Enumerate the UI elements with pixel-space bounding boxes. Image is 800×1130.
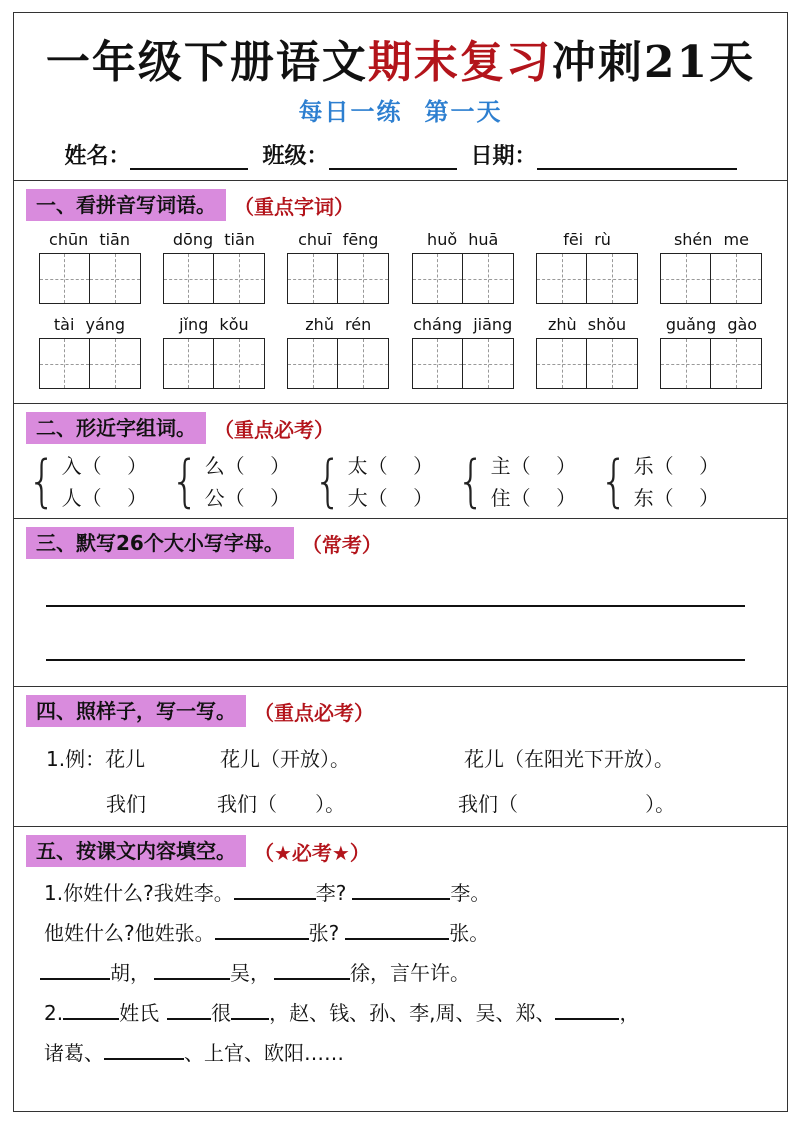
pinyin-item: [536, 314, 639, 389]
fill-text: 吴，: [230, 961, 270, 985]
pinyin-item: [536, 229, 639, 304]
fill-text: 张。: [449, 921, 490, 945]
section-alphabet: [14, 519, 787, 687]
tianzige-box[interactable]: [463, 253, 514, 304]
pinyin-text: tài yáng: [53, 315, 126, 334]
pinyin-text: zhù shǒu: [547, 315, 627, 334]
fill-text: 李?: [315, 881, 347, 905]
section-tag: 五、按课文内容填空。: [26, 835, 246, 867]
writing-grid: [660, 253, 762, 304]
name-field[interactable]: [130, 146, 248, 170]
pinyin-item: [660, 314, 763, 389]
tianzige-box[interactable]: [536, 338, 587, 389]
fill-blank[interactable]: [555, 998, 619, 1020]
writing-line[interactable]: [46, 605, 745, 607]
fill-blank[interactable]: [274, 958, 350, 980]
fill-text: 诸葛、: [44, 1041, 104, 1065]
fill-blank[interactable]: [154, 958, 230, 980]
pinyin-item: [660, 229, 763, 304]
subtitle-day: 第一天: [424, 98, 503, 126]
char-word-blank[interactable]: 乐（ ）: [633, 454, 720, 478]
subtitle-daily: 每日一练: [298, 98, 403, 126]
char-word-blank[interactable]: 公（ ）: [204, 486, 291, 510]
writing-grid: [39, 253, 141, 304]
student-info-row: [14, 139, 787, 170]
pinyin-text: guǎng gào: [665, 315, 758, 334]
pinyin-text: chuī fēng: [298, 230, 379, 249]
char-pair: [167, 450, 310, 514]
writing-grid: [536, 338, 638, 389]
pinyin-text: fēi rù: [563, 230, 611, 249]
title-part-sprint: 冲刺21天: [551, 37, 756, 88]
fill-blank[interactable]: [352, 878, 450, 900]
exercise-blank-long[interactable]: 我们（ ）。: [458, 792, 676, 816]
tianzige-box[interactable]: [39, 253, 90, 304]
brace-icon: {: [170, 449, 200, 514]
char-word-blank[interactable]: 主（ ）: [490, 454, 577, 478]
fill-text: 2.: [44, 1001, 64, 1025]
section-note: （重点必考）: [254, 700, 374, 725]
fill-blank[interactable]: [234, 878, 316, 900]
pinyin-item: [411, 229, 514, 304]
tianzige-box[interactable]: [39, 338, 90, 389]
section-note: （重点字词）: [234, 194, 354, 219]
char-pairs: [14, 450, 787, 514]
fill-text: 1.你姓什么?我姓李。: [44, 881, 234, 905]
writing-grid: [287, 253, 389, 304]
tianzige-box[interactable]: [214, 253, 265, 304]
fill-line: [14, 1033, 787, 1073]
date-label: 日期：: [470, 144, 537, 169]
pinyin-item: [162, 314, 265, 389]
writing-line[interactable]: [46, 659, 745, 661]
title-part-grade: 一年级下册语文: [45, 37, 368, 88]
page-title: [14, 13, 787, 91]
tianzige-box[interactable]: [287, 253, 338, 304]
example-expanded-long: 花儿（在阳光下开放）。: [464, 747, 674, 771]
char-word-blank[interactable]: 东（ ）: [633, 486, 720, 510]
char-word-blank[interactable]: 么（ ）: [204, 454, 291, 478]
fill-text: ，赵、钱、孙、李,周、吴、郑、: [269, 1001, 556, 1025]
section-pinyin-words: [14, 181, 787, 404]
pinyin-item: [162, 229, 265, 304]
fill-text: 张?: [308, 921, 340, 945]
fill-line: [14, 873, 787, 913]
fill-blank[interactable]: [63, 998, 119, 1020]
fill-text: 姓氏: [119, 1001, 160, 1025]
brace-icon: {: [27, 449, 57, 514]
fill-text: 他姓什么?他姓张。: [44, 921, 215, 945]
writing-grid: [660, 338, 762, 389]
tianzige-box[interactable]: [587, 338, 638, 389]
pinyin-text: shén me: [673, 230, 749, 249]
pinyin-item: [38, 314, 141, 389]
tianzige-box[interactable]: [338, 253, 389, 304]
tianzige-box[interactable]: [660, 338, 711, 389]
char-pair: [24, 450, 167, 514]
pinyin-text: cháng jiāng: [413, 315, 513, 334]
title-part-review: 期末复习: [367, 37, 552, 88]
tianzige-box[interactable]: [711, 253, 762, 304]
brace-icon: {: [456, 449, 486, 514]
tianzige-box[interactable]: [463, 338, 514, 389]
fill-text: 、上官、欧阳……: [184, 1041, 344, 1065]
char-pair: [596, 450, 739, 514]
tianzige-box[interactable]: [90, 338, 141, 389]
section-tag: 四、照样子，写一写。: [26, 695, 246, 727]
char-pair: [310, 450, 453, 514]
section-sentence-pattern: [14, 687, 787, 827]
fill-blank[interactable]: [167, 998, 211, 1020]
fill-blank[interactable]: [40, 958, 110, 980]
section-note: （常考）: [301, 532, 382, 557]
class-field[interactable]: [329, 146, 457, 170]
section-note: （重点必考）: [214, 417, 334, 442]
writing-grid: [287, 338, 389, 389]
fill-line: [14, 953, 787, 993]
pinyin-text: huǒ huā: [427, 230, 499, 249]
fill-blank[interactable]: [104, 1038, 184, 1060]
fill-text: ，: [619, 1001, 640, 1025]
pinyin-item: [287, 314, 390, 389]
pinyin-item: [411, 314, 514, 389]
writing-grid: [39, 338, 141, 389]
pinyin-item: [38, 229, 141, 304]
tianzige-box[interactable]: [536, 253, 587, 304]
fill-text: 徐，言午许。: [350, 961, 470, 985]
section-tag: 一、看拼音写词语。: [26, 189, 226, 221]
tianzige-box[interactable]: [214, 338, 265, 389]
tianzige-box[interactable]: [412, 338, 463, 389]
fill-blank[interactable]: [231, 998, 269, 1020]
section-fill-in: [14, 827, 787, 1073]
fill-blank[interactable]: [345, 918, 449, 940]
brace-icon: {: [313, 449, 343, 514]
pinyin-text: dōng tiān: [172, 230, 255, 249]
pinyin-row: [14, 314, 787, 389]
worksheet-header: [14, 13, 787, 181]
pinyin-row: [14, 229, 787, 304]
tianzige-box[interactable]: [587, 253, 638, 304]
pinyin-text: zhǔ rén: [305, 315, 372, 334]
exercise-blank-short[interactable]: 我们（ ）。: [217, 792, 346, 816]
char-word-blank[interactable]: 入（ ）: [61, 454, 148, 478]
tianzige-box[interactable]: [660, 253, 711, 304]
char-word-blank[interactable]: 大（ ）: [347, 486, 434, 510]
section-tag: 二、形近字组词。: [26, 412, 206, 444]
example-expanded: 花儿（开放）。: [220, 747, 350, 771]
class-label: 班级：: [262, 144, 329, 169]
tianzige-box[interactable]: [163, 338, 214, 389]
exercise-word: 我们: [106, 792, 146, 816]
brace-icon: {: [599, 449, 629, 514]
char-word-blank[interactable]: 人（ ）: [61, 486, 148, 510]
section-note: （★必考★）: [254, 840, 370, 865]
tianzige-box[interactable]: [711, 338, 762, 389]
fill-blank[interactable]: [215, 918, 309, 940]
fill-line: [14, 913, 787, 953]
writing-grid: [163, 253, 265, 304]
writing-grid: [412, 253, 514, 304]
char-word-blank[interactable]: 太（ ）: [347, 454, 434, 478]
pinyin-text: jǐng kǒu: [179, 315, 249, 334]
writing-grid: [163, 338, 265, 389]
date-field[interactable]: [537, 146, 737, 170]
example-word: 1.例：花儿: [46, 747, 146, 771]
fill-text: 很: [211, 1001, 232, 1025]
writing-grid: [412, 338, 514, 389]
tianzige-box[interactable]: [412, 253, 463, 304]
section-similar-chars: [14, 404, 787, 519]
tianzige-box[interactable]: [163, 253, 214, 304]
pinyin-text: chūn tiān: [49, 230, 130, 249]
page-subtitle: [14, 97, 787, 127]
char-pair: [453, 450, 596, 514]
tianzige-box[interactable]: [90, 253, 141, 304]
writing-grid: [536, 253, 638, 304]
name-label: 姓名：: [64, 144, 131, 169]
tianzige-box[interactable]: [338, 338, 389, 389]
fill-line: [14, 993, 787, 1033]
pinyin-item: [287, 229, 390, 304]
section-tag: 三、默写26个大小写字母。: [26, 527, 294, 559]
tianzige-box[interactable]: [287, 338, 338, 389]
char-word-blank[interactable]: 住（ ）: [490, 486, 577, 510]
worksheet: [13, 12, 788, 1112]
fill-text: 胡，: [110, 961, 150, 985]
fill-text: 李。: [450, 881, 491, 905]
